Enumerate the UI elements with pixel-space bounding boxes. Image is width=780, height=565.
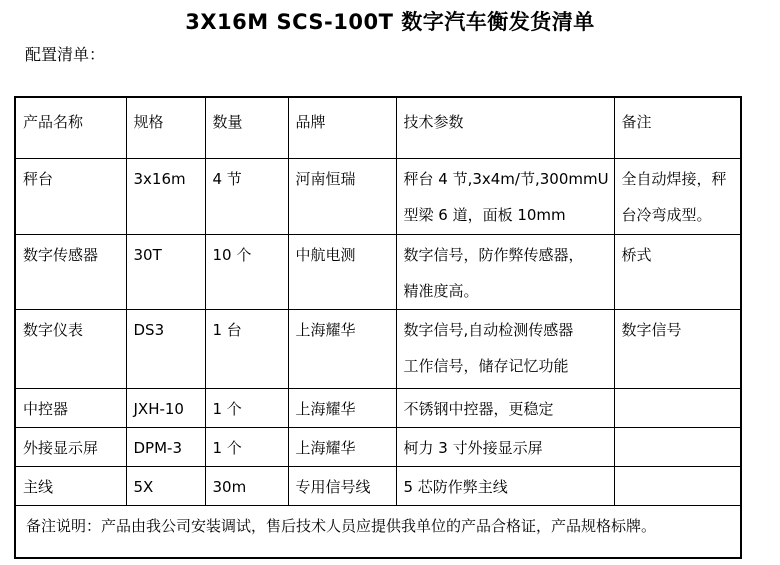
- text-line: 数字仪表: [23, 320, 84, 339]
- cell-quantity: [205, 427, 288, 466]
- text-line: 1 台: [212, 320, 242, 339]
- row-remarks-note: [15, 505, 741, 558]
- text-line: 精准度高。: [403, 281, 479, 300]
- text-line: 河南恒瑞: [295, 169, 356, 188]
- row-main-cable: [15, 466, 741, 505]
- cell-tech-params: [396, 466, 614, 505]
- text-line: 1 个: [212, 399, 242, 418]
- header-tech-params: 技术参数: [396, 97, 614, 158]
- header-remark: 备注: [614, 97, 741, 158]
- page-title: 3X16M SCS-100T 数字汽车衡发货清单: [185, 10, 595, 34]
- text-line: DPM-3: [133, 438, 182, 457]
- cell-brand: [288, 158, 396, 234]
- text-line: 数字信号,自动检测传感器: [403, 320, 574, 339]
- cell-product-name: [15, 427, 126, 466]
- cell-brand: [288, 234, 396, 309]
- cell-product-name: [15, 158, 126, 234]
- cell-spec: [126, 234, 205, 309]
- config-list-label: 配置清单：: [25, 45, 106, 64]
- header-row: [15, 97, 741, 158]
- cell-tech-params: [396, 427, 614, 466]
- header-quantity: 数量: [205, 97, 288, 158]
- cell-quantity: [205, 309, 288, 388]
- text-line: DS3: [133, 320, 165, 339]
- text-line: 3x16m: [133, 169, 186, 188]
- cell-spec: [126, 388, 205, 427]
- text-line: 外接显示屏: [23, 438, 99, 457]
- text-line: 上海耀华: [295, 399, 356, 418]
- cell-remark: [614, 309, 741, 388]
- text-line: 数字信号: [621, 320, 682, 339]
- text-line: 秤台: [23, 169, 54, 188]
- cell-tech-params: [396, 234, 614, 309]
- cell-spec: [126, 158, 205, 234]
- text-line: 10 个: [212, 245, 252, 264]
- header-product-name: 产品名称: [15, 97, 126, 158]
- text-line: 桥式: [621, 245, 652, 264]
- cell-brand: [288, 466, 396, 505]
- cell-spec: [126, 466, 205, 505]
- text-line: 1 个: [212, 438, 242, 457]
- text-line: 中控器: [23, 399, 69, 418]
- cell-remark: [614, 158, 741, 234]
- cell-product-name: [15, 466, 126, 505]
- text-line: 台冷弯成型。: [621, 205, 712, 224]
- cell-spec: [126, 427, 205, 466]
- cell-product-name: [15, 234, 126, 309]
- text-line: 中航电测: [295, 245, 356, 264]
- header-spec: 规格: [126, 97, 205, 158]
- cell-remark: [614, 427, 741, 466]
- cell-product-name: [15, 388, 126, 427]
- row-external-display: [15, 427, 741, 466]
- text-line: 主线: [23, 477, 54, 496]
- cell-quantity: [205, 234, 288, 309]
- row-central-controller: [15, 388, 741, 427]
- cell-remark: [614, 388, 741, 427]
- cell-tech-params: [396, 158, 614, 234]
- text-line: 5 芯防作弊主线: [403, 477, 508, 496]
- cell-tech-params: [396, 388, 614, 427]
- text-line: 上海耀华: [295, 320, 356, 339]
- text-line: 数字传感器: [23, 245, 99, 264]
- row-digital-sensor: [15, 234, 741, 309]
- text-line: 秤台 4 节,3x4m/节,300mmU: [403, 169, 609, 188]
- config-table: [14, 96, 742, 559]
- header-brand: 品牌: [288, 97, 396, 158]
- text-line: 工作信号，储存记忆功能: [403, 356, 569, 375]
- cell-product-name: [15, 309, 126, 388]
- text-line: 数字信号，防作弊传感器，: [403, 245, 584, 264]
- text-line: JXH-10: [133, 399, 184, 418]
- text-line: 柯力 3 寸外接显示屏: [403, 438, 543, 457]
- text-line: 30T: [133, 245, 162, 264]
- cell-remark: [614, 466, 741, 505]
- cell-brand: [288, 427, 396, 466]
- cell-quantity: [205, 466, 288, 505]
- cell-spec: [126, 309, 205, 388]
- text-line: 型梁 6 道，面板 10mm: [403, 205, 566, 224]
- text-line: 上海耀华: [295, 438, 356, 457]
- row-weighbridge-platform: [15, 158, 741, 234]
- text-line: 备注说明：产品由我公司安装调试，售后技术人员应提供我单位的产品合格证，产品规格标牌。: [26, 516, 657, 535]
- row-digital-indicator: [15, 309, 741, 388]
- cell-remarks-note: [15, 505, 741, 558]
- text-line: 4 节: [212, 169, 242, 188]
- text-line: 不锈钢中控器，更稳定: [403, 399, 554, 418]
- cell-tech-params: [396, 309, 614, 388]
- text-line: 专用信号线: [295, 477, 371, 496]
- cell-quantity: [205, 388, 288, 427]
- text-line: 5X: [133, 477, 154, 496]
- cell-brand: [288, 309, 396, 388]
- text-line: 30m: [212, 477, 247, 496]
- text-line: 全自动焊接，秤: [621, 169, 727, 188]
- cell-quantity: [205, 158, 288, 234]
- cell-remark: [614, 234, 741, 309]
- cell-brand: [288, 388, 396, 427]
